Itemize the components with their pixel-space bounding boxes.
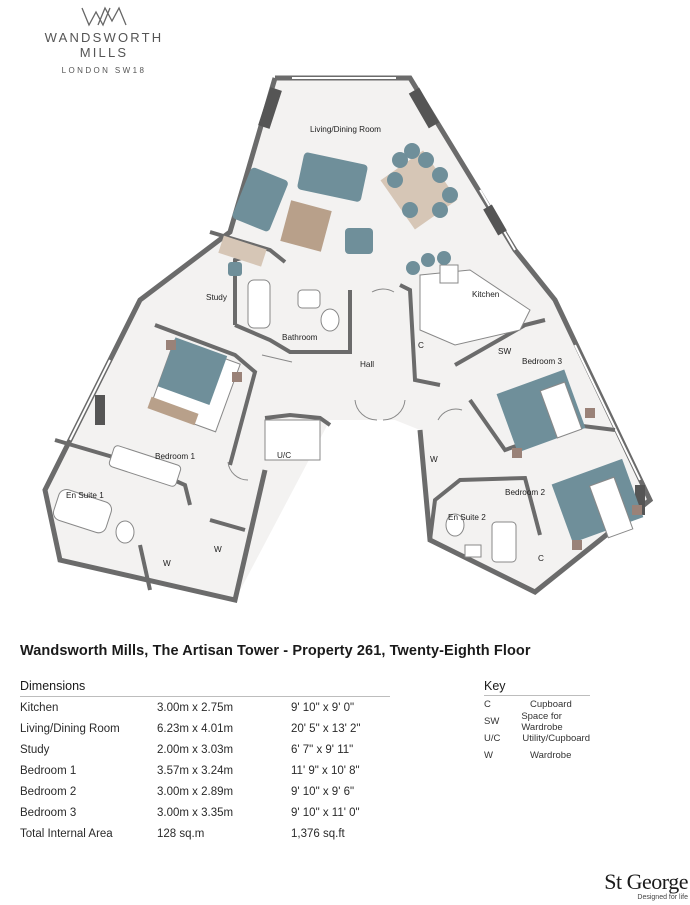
marker-wardrobe: W [214, 545, 222, 554]
utility-cupboard [265, 420, 320, 460]
list-item [484, 730, 590, 747]
property-title: Wandsworth Mills, The Artisan Tower - Property 261, Twenty-Eighth Floor [20, 643, 531, 659]
dim-room: Bedroom 3 [20, 806, 77, 819]
dim-imperial: 6' 7" x 9' 11" [291, 743, 354, 756]
list-item [484, 747, 590, 764]
dim-room: Study [20, 743, 50, 756]
table-row [20, 760, 390, 781]
room-label-living-dining: Living/Dining Room [310, 125, 381, 134]
dim-room: Bedroom 1 [20, 764, 77, 777]
table-row [20, 802, 390, 823]
dim-imperial: 11' 9" x 10' 8" [291, 764, 360, 777]
key-code: W [484, 750, 493, 761]
marker-cupboard: C [418, 341, 424, 350]
dim-metric: 3.00m x 2.75m [157, 701, 234, 714]
marker-wardrobe: W [163, 559, 171, 568]
room-label-bedroom3: Bedroom 3 [522, 357, 563, 366]
table-row [20, 781, 390, 802]
table-row [20, 739, 390, 760]
room-label-bedroom1: Bedroom 1 [155, 452, 196, 461]
dim-imperial: 9' 10" x 9' 6" [291, 785, 355, 798]
key-heading: Key [484, 679, 590, 696]
dim-metric: 128 sq.m [157, 827, 205, 840]
dim-room: Total Internal Area [20, 827, 113, 840]
key-code: SW [484, 716, 500, 727]
key-label: Cupboard [530, 699, 572, 710]
dim-metric: 2.00m x 3.03m [157, 743, 234, 756]
dim-imperial: 9' 10" x 11' 0" [291, 806, 360, 819]
floor-area [45, 78, 650, 600]
dim-metric: 3.00m x 2.89m [157, 785, 234, 798]
structural-column [95, 395, 105, 425]
dim-metric: 3.00m x 3.35m [157, 806, 234, 819]
dim-room: Kitchen [20, 701, 59, 714]
dim-imperial: 20' 5" x 13' 2" [291, 722, 361, 735]
developer-tagline: Designed for life [637, 894, 688, 901]
marker-cupboard: C [538, 554, 544, 563]
marker-utility: U/C [277, 451, 292, 460]
room-label-hall: Hall [360, 360, 375, 369]
dim-metric: 6.23m x 4.01m [157, 722, 234, 735]
room-label-kitchen: Kitchen [472, 290, 500, 299]
dimensions-table [20, 679, 390, 844]
room-label-bedroom2: Bedroom 2 [505, 488, 546, 497]
room-label-study: Study [206, 293, 227, 302]
list-item [484, 710, 590, 733]
developer-name: St George [604, 869, 688, 894]
table-row [20, 697, 390, 718]
dim-imperial: 1,376 sq.ft [291, 827, 345, 840]
key-code: C [484, 699, 491, 710]
dim-metric: 3.57m x 3.24m [157, 764, 234, 777]
developer-logo [604, 871, 688, 901]
key-label: Wardrobe [530, 750, 572, 761]
key-code: U/C [484, 733, 501, 744]
key-label: Utility/Cupboard [522, 733, 590, 744]
wm-monogram-logo [80, 6, 128, 28]
brand-name: WANDSWORTH MILLS [44, 30, 164, 60]
table-row [20, 718, 390, 739]
marker-wardrobe: W [430, 455, 438, 464]
key-legend [484, 679, 590, 764]
dim-room: Living/Dining Room [20, 722, 120, 735]
room-label-bathroom: Bathroom [282, 333, 318, 342]
table-row [20, 823, 390, 844]
dimensions-heading: Dimensions [20, 679, 390, 697]
brand-location: LONDON SW18 [61, 66, 147, 75]
dim-imperial: 9' 10" x 9' 0" [291, 701, 355, 714]
room-label-ensuite1: En Suite 1 [66, 491, 104, 500]
dim-room: Bedroom 2 [20, 785, 77, 798]
room-label-ensuite2: En Suite 2 [448, 513, 486, 522]
marker-space-wardrobe: SW [498, 347, 512, 356]
key-label: Space for Wardrobe [521, 710, 563, 733]
floor-plan [0, 60, 690, 620]
